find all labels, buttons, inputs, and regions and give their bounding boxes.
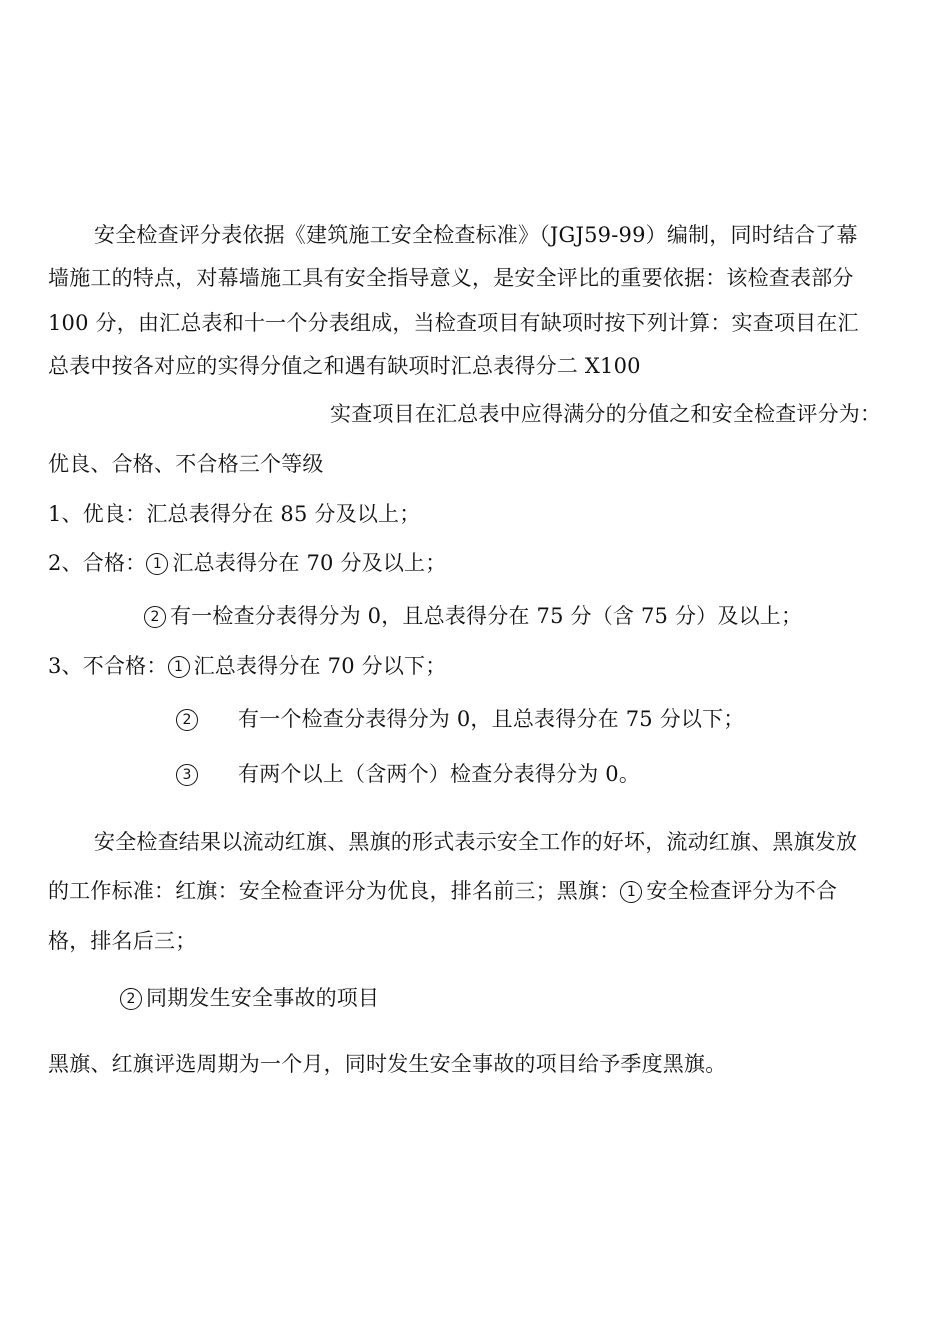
paragraph1-line4: 总表中按各对应的实得分值之和遇有缺项时汇总表得分二 X100 [48, 354, 641, 378]
paragraph1-line2: 墙施工的特点，对幕墙施工具有安全指导意义，是安全评比的重要依据：该检查表部分 [48, 266, 854, 290]
paragraph1-line5: 实查项目在汇总表中应得满分的分值之和安全检查评分为： [330, 402, 882, 426]
paragraph2-line3: 格，排名后三； [48, 929, 197, 953]
circled-number-icon: 2 [144, 606, 166, 628]
paragraph1-line3: 100 分，由汇总表和十一个分表组成，当检查项目有缺项时按下列计算：实查项目在汇 [48, 311, 859, 335]
grade-excellent: 1、优良：汇总表得分在 85 分及以上； [48, 502, 421, 526]
grade-pass-c2 [144, 602, 802, 630]
grade-fail-c1 [48, 652, 446, 680]
grade-fail-c2-text: 有一个检查分表得分为 0，且总表得分在 75 分以下； [238, 707, 745, 731]
grade-pass-label: 2、合格： [48, 551, 147, 575]
paragraph2-line2a: 的工作标准：红旗：安全检查评分为优良，排名前三；黑旗： [48, 879, 621, 903]
paragraph1-line6: 优良、合格、不合格三个等级 [48, 452, 324, 476]
closing-line: 黑旗、红旗评选周期为一个月，同时发生安全事故的项目给予季度黑旗。 [48, 1052, 727, 1076]
circled-number-icon: 2 [120, 988, 142, 1010]
paragraph2-c2-text: 同期发生安全事故的项目 [146, 986, 380, 1010]
grade-fail-c3 [176, 760, 640, 788]
grade-pass-c1 [48, 549, 446, 577]
grade-fail-c1-text: 汇总表得分在 70 分以下； [193, 654, 447, 678]
paragraph2-line2 [48, 877, 837, 905]
grade-fail-c2 [176, 705, 745, 733]
grade-pass-c1-text: 汇总表得分在 70 分及以上； [172, 551, 447, 575]
paragraph2-line2b: 安全检查评分为不合 [646, 879, 838, 903]
grade-pass-c2-text: 有一检查分表得分为 0，且总表得分在 75 分（含 75 分）及以上； [170, 604, 803, 628]
paragraph2-line1: 安全检查结果以流动红旗、黑旗的形式表示安全工作的好坏，流动红旗、黑旗发放 [94, 830, 858, 854]
circled-number-icon: 1 [168, 656, 190, 678]
circled-number-icon: 2 [176, 709, 198, 731]
circled-number-icon: 3 [176, 764, 198, 786]
grade-fail-label: 3、不合格： [48, 654, 168, 678]
paragraph2-c2 [120, 984, 379, 1012]
circled-number-icon: 1 [146, 553, 168, 575]
paragraph1-line1: 安全检查评分表依据《建筑施工安全检查标准》（JGJ59-99）编制，同时结合了幕 [94, 223, 858, 247]
grade-fail-c3-text: 有两个以上（含两个）检查分表得分为 0。 [238, 762, 641, 786]
circled-number-icon: 1 [620, 881, 642, 903]
